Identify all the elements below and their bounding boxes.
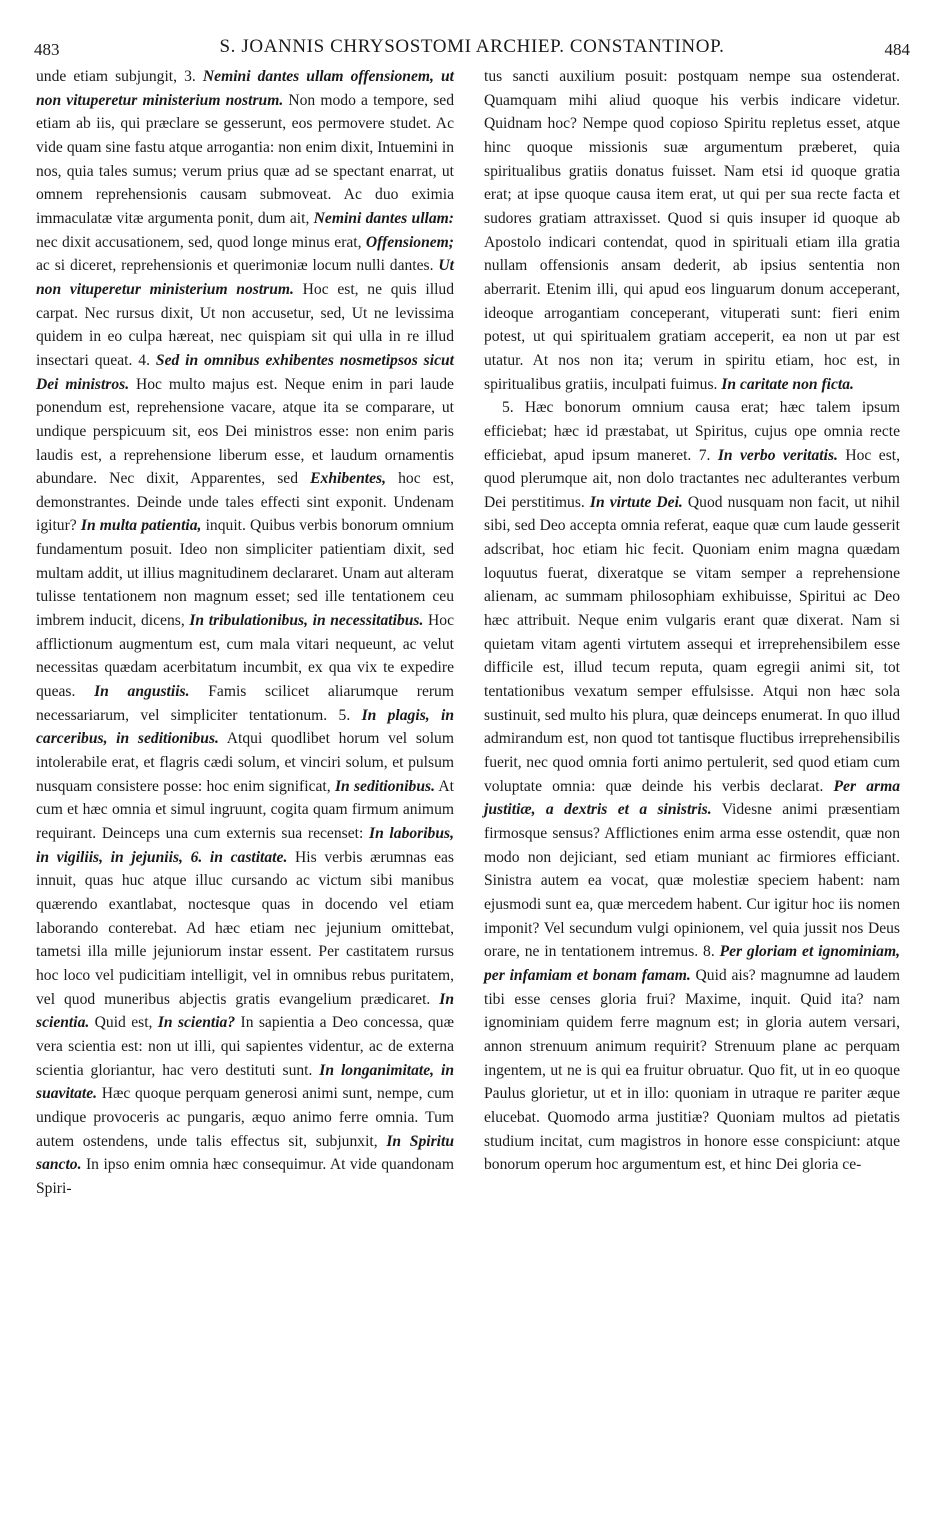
text-paragraph: [36, 65, 454, 1201]
right-text-column: [484, 65, 900, 1177]
italic-citation: Sed in omnibus exhibentes nosmetipsos sicut Dei ministros.: [36, 351, 454, 393]
text-paragraph: [484, 65, 900, 396]
text-paragraph: [484, 396, 900, 1177]
text-run: Hoc est, quod plerumque ait, non dolo tractantes nec adulterantes verbum Dei perstitimus.: [484, 446, 900, 511]
italic-citation: In verbo veritatis.: [717, 446, 838, 464]
italic-citation: In scientia?: [157, 1014, 236, 1032]
text-run: hoc est, demonstrantes. Deinde unde tales effecti sint exponit. Undenam igitur?: [36, 470, 454, 535]
text-run: At cum et hæc omnia et simul ingruunt, cogita quam firmum animum requirant. Deinceps una cum externis sua recenset:: [36, 777, 454, 842]
text-run: Hæc quoque perquam generosi animi sunt, nempe, cum undique provoceris ac pungaris, æquo animo ferre omnia. Tum autem ostendens, unde talis effectus sit, subjunxit,: [36, 1085, 454, 1150]
italic-citation: Ut non vituperetur ministerium nostrum.: [36, 257, 454, 298]
italic-citation: In longanimitate, in suavitate.: [36, 1061, 454, 1103]
italic-citation: Nemini dantes ullam offensionem, ut non vituperetur ministerium nostrum.: [36, 68, 454, 109]
running-title: S. JOANNIS CHRYSOSTOMI ARCHIEP. CONSTANTINOP.: [219, 36, 725, 57]
italic-citation: Offensionem;: [365, 233, 454, 251]
italic-citation: Per arma justitiæ, a dextris et a sinistris.: [484, 777, 900, 819]
text-run: In ipso enim omnia hæc consequimur. At vide quandonam Spiri-: [36, 1156, 454, 1197]
italic-citation: In laboribus, in vigiliis, in jejuniis, 6. in castitate.: [36, 825, 454, 866]
italic-citation: In virtute Dei.: [589, 493, 683, 511]
italic-citation: In scientia.: [36, 990, 454, 1032]
text-run: His verbis ærumnas eas innuit, quas huc atque illuc cursando ac victum sibi manibus quærendo exantlabat, noctesque quas in docendo vel etiam laborando conterebat. Ad hæc etiam nec jejunium omittebat, tametsi illa mille jejuniorum instar essent. Per castitatem rursus hoc loco vel pudicitiam intelligit, vel in omnibus rebus puritatem, vel quod muneribus abjectis gratis evangelium prædicaret.: [36, 848, 454, 1008]
italic-citation: Nemini dantes ullam:: [313, 209, 454, 227]
text-run: Quid est,: [89, 1014, 158, 1032]
text-run: Quod nusquam non facit, ut nihil sibi, sed Deo accepta omnia referat, eaque quæ cum laude gesserit adscribat, hoc etiam hic fecit. Quoniam enim magna quædam loquutus fuerat, dixeratque se vitam semper a reprehensione alienam, ac summam philosophiam exhibuisse, Spiritui ac Deo hæc attribuit. Neque enim vulgaris erant quæ dixerat. Nam si quietam vitam agenti virtutem assequi et irreprehensibilem esse difficile est, illud tecum reputa, quam egregii animi sit, tot tentationibus vexatum semper effulsisse. Atqui non hæc sola sustinuit, sed multo his plura, quæ deinceps enumerat. In quo illud admirandum est, non quod tot tantisque fluctibus irreprehensibilis fuerit, nec quod omnia forti animo pertulerit, sed quod etiam cum voluptate omnia: quæ deinde his verbis declarat.: [484, 493, 900, 795]
text-run: In sapientia a Deo concessa, quæ vera scientia est: non ut illi, qui sapientes videntur, ac de externa scientia gloriantur, hac vero destituti sunt.: [36, 1014, 454, 1079]
text-run: Non modo a tempore, sed etiam ab iis, qui præclare se gesserunt, eos permovere studet. Ac vide quam sine fastu atque arrogantia: non enim dixit, Intuemini in nos, quia tales sumus; verum prius quæ ad se spectant enarrat, ut omnem reprehensionis causam submoveat. Ac duo eximia immaculatæ vitæ argumenta ponit, dum ait,: [36, 91, 454, 227]
text-run: Hoc afflictionum augmentum est, cum mala vitari nequeunt, ac velut necessitas quædam acerbitatum incumbit, ex qua vix te expedire queas.: [36, 612, 455, 701]
text-run: tus sancti auxilium posuit: postquam nempe sua ostenderat. Quamquam mihi aliud quoque his verbis indicare videtur. Quidnam hoc? Nempe quod copioso Spiritu repletus esset, atque hinc quoque missionis suæ argumentum præberet, quia spiritualibus gratiis donatus fuisset. Nam etsi id quoque gratia erat; at ipse quoque causa item erat, ut qui per sua recte facta et sudores gratiam attraxisset. Quod si quis insuper id quoque ab Apostolo indicari contendat, quod in spirituali etiam illa gratia nullam offensionis ansam dederit, ab ipsius sententia non aberrarit. Etenim illi, qui apud eos linguarum donum acceperant, ideoque arrogantiam conceperant, vituperati sunt: fieri enim potest, ut qui spiritualem gratiam acceperit, ea non ut par est utatur. At nos non ita; verum in spiritu etiam, hoc est, in spiritualibus gratiis, inculpati fuimus.: [484, 68, 900, 393]
text-run: inquit. Quibus verbis bonorum omnium fundamentum posuit. Ideo non simpliciter patientiam dixit, sed multam addit, ut illius magnitudinem declararet. Unam aut alteram tulisse tentationem non magnum esset; sed ille tentationem ceu imbrem inducit, dicens,: [36, 517, 455, 630]
text-run: Famis scilicet aliarumque rerum necessariarum, vel simpliciter tentationum. 5.: [36, 683, 454, 724]
italic-citation: In plagis, in carceribus, in seditionibus.: [36, 706, 454, 748]
right-page-number: 484: [884, 40, 910, 59]
italic-citation: In Spiritu sancto.: [36, 1132, 454, 1174]
page-header: [34, 36, 910, 66]
text-run: Quid ais? magnumne ad laudem tibi esse censes gloria frui? Maxime, inquit. Quid ita? nam ignominiam quidem ferre magnum est; in gloria autem versari, annon strenuum animum requirit? Strenuum plane ac perquam ingentem, ut ne is qui ea fruitur obruatur. Quo fit, ut in eo quoque Paulus glorietur, ut et in illo: quoniam in utraque re pariter æque elucebat. Quomodo arma justitiæ? Quoniam multos ad pietatis studium incitat, cum magistros in honore esse conspiciunt: atque bonorum operum hoc argumentum est, et hinc Dei gloria ce-: [484, 966, 900, 1174]
text-run: Atqui quodlibet horum vel solum intolerabile erat, et flagris cædi solum, et vinciri solum, et pulsum nusquam consistere posse: hoc enim significat,: [36, 730, 454, 795]
italic-citation: In seditionibus.: [334, 777, 435, 795]
text-run: Hoc est, ne quis illud carpat. Nec rursus dixit, Ut non accusetur, sed, Ut ne levissima quidem in eo culpa hæreat, nec quispiam sit qui ulla in re illud insectari queat. 4.: [36, 280, 455, 369]
italic-citation: Exhibentes,: [310, 470, 386, 488]
text-run: Videsne animi præsentiam firmosque sensus? Afflictiones enim arma esse ostendit, quæ non modo non dejiciant, sed etiam muniant ac firmiores efficiant. Sinistra autem ea vocat, quæ molestiæ speciem habent: nam ejusmodi sunt ea, quæ mercedem habent. Cur igitur hoc iis nomen imponit? Vel secundum vulgi opinionem, vel quia jussit nos Deus orare, ne in tentationem intremus. 8.: [484, 801, 900, 961]
text-run: Hoc multo majus est. Neque enim in pari laude ponendum est, reprehensione vacare, atque ita se comparare, ut undique perspicuum sit, eos Dei ministros esse: non enim paris laudis est, a reprehensione liberum esse, et laudum ornamentis abundare. Nec dixit, Apparentes, sed: [36, 375, 454, 488]
italic-citation: In multa patientia,: [80, 517, 202, 535]
text-run: ac si diceret, reprehensionis et querimoniæ locum nulli dantes.: [36, 257, 439, 275]
text-run: unde etiam subjungit, 3.: [36, 68, 203, 85]
text-run: 5. Hæc bonorum omnium causa erat; hæc talem ipsum efficiebat; hæc id præstabat, ut Spiritus, cujus ope omnia recte efficiebat, apud ipsum maneret. 7.: [484, 399, 900, 464]
left-page-number: 483: [34, 40, 60, 59]
text-run: nec dixit accusationem, sed, quod longe minus erat,: [36, 233, 366, 251]
left-text-column: [36, 65, 454, 1201]
italic-citation: In tribulationibus, in necessitatibus.: [189, 612, 424, 630]
italic-citation: Per gloriam et ignominiam, per infamiam et bonam famam.: [484, 943, 900, 984]
italic-citation: In caritate non ficta.: [721, 375, 854, 393]
italic-citation: In angustiis.: [94, 683, 190, 701]
